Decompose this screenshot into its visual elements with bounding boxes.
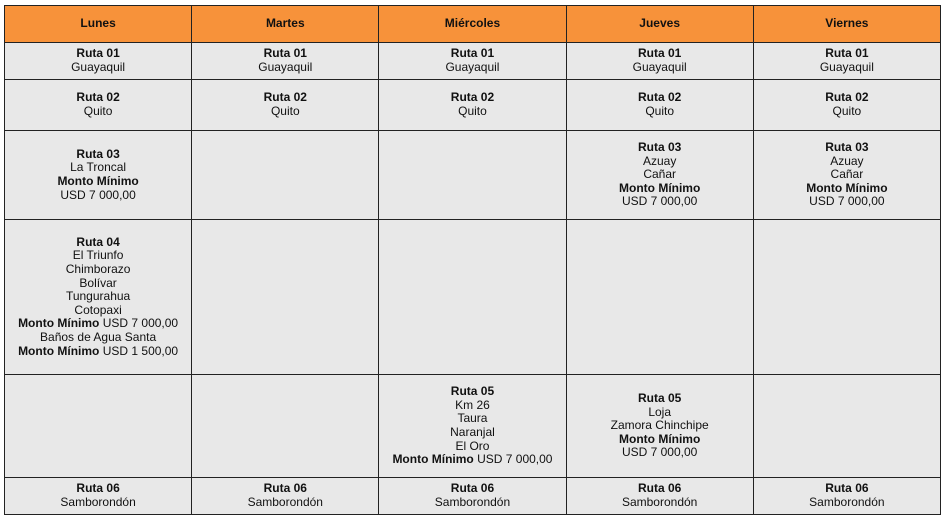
empty-cell — [753, 220, 940, 375]
day-header-viernes: Viernes — [753, 6, 940, 43]
route-place: Km 26 — [455, 397, 490, 412]
route-place: Taura — [457, 411, 488, 426]
route-place: Cañar — [643, 167, 676, 182]
route-cell — [566, 80, 753, 131]
route-place: Guayaquil — [71, 60, 126, 74]
route-place: Quito — [832, 104, 862, 118]
route-name: Ruta 01 — [825, 46, 869, 61]
day-header-miercoles: Miércoles — [379, 6, 566, 43]
min-amount-label: Monto Mínimo — [806, 180, 888, 195]
route-place: Samborondón — [60, 495, 136, 509]
route-name: Ruta 03 — [825, 140, 869, 155]
day-header-lunes: Lunes — [5, 6, 192, 43]
min-amount-value: USD 7 000,00 — [809, 194, 885, 209]
route-schedule-table — [4, 5, 941, 515]
min-amount-label: Monto Mínimo — [18, 343, 100, 358]
empty-cell — [379, 131, 566, 220]
route-place: El Oro — [455, 438, 490, 453]
min-amount-value: USD 7 000,00 — [621, 194, 698, 209]
route-place: Tungurahua — [65, 289, 131, 304]
route-05-row — [5, 375, 941, 478]
min-amount-label: Monto Mínimo — [619, 431, 701, 446]
route-cell — [5, 220, 192, 375]
empty-cell — [192, 375, 379, 478]
route-01-row — [5, 43, 941, 80]
day-header-martes: Martes — [192, 6, 379, 43]
route-place: Samborondón — [809, 495, 885, 509]
route-place: Guayaquil — [819, 60, 874, 74]
route-place: Azuay — [830, 153, 864, 168]
route-cell — [753, 80, 940, 131]
route-cell — [566, 131, 753, 220]
route-name: Ruta 06 — [825, 481, 869, 496]
route-name: Ruta 01 — [76, 46, 120, 61]
route-name: Ruta 01 — [637, 46, 682, 61]
route-cell — [5, 131, 192, 220]
route-02-row — [5, 80, 941, 131]
header-row — [5, 6, 941, 43]
route-name: Ruta 04 — [76, 234, 120, 249]
route-name: Ruta 01 — [263, 46, 307, 61]
route-place: Zamora Chinchipe — [610, 418, 709, 433]
empty-cell — [5, 375, 192, 478]
route-name: Ruta 01 — [450, 46, 495, 61]
route-cell — [753, 131, 940, 220]
day-header-jueves: Jueves — [566, 6, 753, 43]
route-place: Quito — [83, 104, 113, 118]
route-cell — [192, 478, 379, 515]
route-place: Bolívar — [79, 275, 117, 290]
route-place: Samborondón — [621, 495, 698, 509]
route-name: Ruta 02 — [450, 90, 495, 105]
route-name: Ruta 02 — [637, 90, 682, 105]
route-place: Quito — [645, 104, 674, 118]
route-place: Baños de Agua Santa — [40, 329, 157, 344]
min-amount-value: USD 7 000,00 — [477, 452, 553, 467]
route-place: Azuay — [642, 153, 677, 168]
route-place: Guayaquil — [632, 60, 687, 74]
empty-cell — [379, 220, 566, 375]
empty-cell — [566, 220, 753, 375]
route-cell — [5, 43, 192, 80]
route-name: Ruta 05 — [450, 384, 495, 399]
route-name: Ruta 02 — [263, 90, 307, 105]
route-place: El Triunfo — [72, 248, 124, 263]
route-cell — [192, 43, 379, 80]
route-cell — [379, 80, 566, 131]
route-place: La Troncal — [70, 160, 127, 175]
min-amount-line — [379, 453, 565, 467]
min-amount-label: Monto Mínimo — [619, 180, 701, 195]
empty-cell — [753, 375, 940, 478]
route-cell — [379, 375, 566, 478]
route-name: Ruta 06 — [76, 481, 120, 496]
route-place: Quito — [458, 104, 487, 118]
route-name: Ruta 06 — [450, 481, 495, 496]
route-place: Naranjal — [450, 425, 495, 439]
route-name: Ruta 03 — [76, 146, 120, 161]
min-amount-value: USD 1 500,00 — [102, 343, 179, 358]
min-amount-label: Monto Mínimo — [392, 452, 474, 467]
route-cell — [379, 43, 566, 80]
route-cell — [5, 80, 192, 131]
min-amount-value: USD 7 000,00 — [60, 187, 136, 202]
route-place: Cañar — [830, 167, 864, 182]
min-amount-value: USD 7 000,00 — [621, 445, 698, 460]
route-cell — [192, 80, 379, 131]
min-amount-line — [5, 317, 191, 331]
min-amount-value: USD 7 000,00 — [102, 316, 179, 331]
route-place: Cotopaxi — [74, 302, 122, 317]
route-place: Guayaquil — [258, 60, 313, 74]
route-06-row — [5, 478, 941, 515]
empty-cell — [192, 131, 379, 220]
route-place: Guayaquil — [445, 60, 500, 74]
route-name: Ruta 02 — [825, 90, 869, 105]
route-place: Chimborazo — [65, 262, 131, 277]
min-amount-label: Monto Mínimo — [57, 174, 139, 188]
route-place: Loja — [648, 404, 671, 419]
min-amount-label: Monto Mínimo — [18, 316, 100, 331]
route-cell — [566, 43, 753, 80]
route-04-row — [5, 220, 941, 375]
route-place: Samborondón — [247, 495, 323, 509]
min-amount-line — [5, 345, 191, 359]
route-name: Ruta 03 — [637, 140, 682, 155]
route-name: Ruta 06 — [263, 481, 307, 496]
route-03-row — [5, 131, 941, 220]
route-cell — [566, 478, 753, 515]
route-cell — [5, 478, 192, 515]
route-cell — [753, 43, 940, 80]
route-cell — [379, 478, 566, 515]
route-cell — [753, 478, 940, 515]
empty-cell — [192, 220, 379, 375]
route-place: Samborondón — [434, 495, 511, 509]
route-name: Ruta 05 — [637, 391, 682, 406]
route-name: Ruta 06 — [637, 481, 682, 496]
route-name: Ruta 02 — [76, 90, 120, 105]
route-cell — [566, 375, 753, 478]
route-place: Quito — [270, 104, 300, 118]
